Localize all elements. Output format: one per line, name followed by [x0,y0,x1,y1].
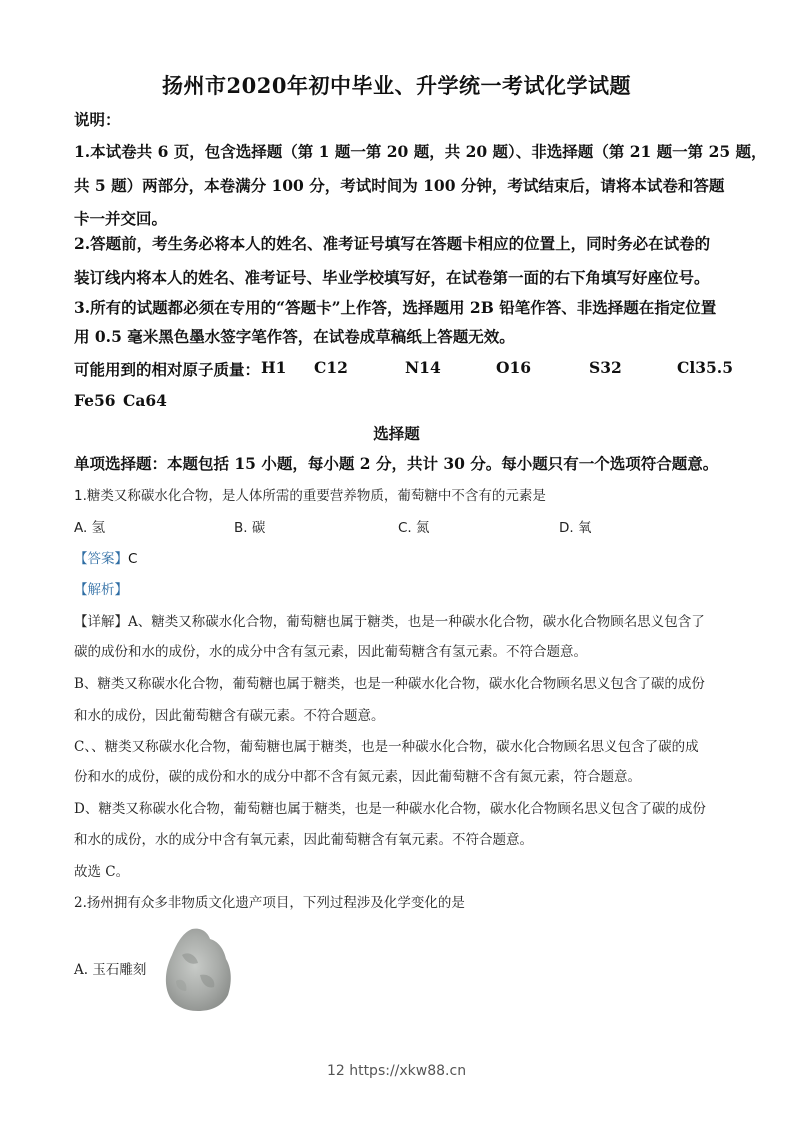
instruction-1-line-2: 共 5 题）两部分，本卷满分 100 分，考试时间为 100 分钟，考试结束后，请将本试卷和答题 [74,176,725,195]
atomic-mass-fe: Fe56 [74,391,116,410]
detail-tag: 【详解】 [74,614,128,630]
instructions-label: 说明： [74,110,121,129]
analysis-tag: 【解析】 [74,582,128,598]
answer-row [74,547,137,567]
answer-tag: 【答案】 [74,551,128,567]
instruction-2-line-1: 2.答题前，考生务必将本人的姓名、准考证号填写在答题卡相应的位置上，同时务必在试卷的 [74,234,711,253]
detail-line-3: B、糖类又称碳水化合物，葡萄糖也属于糖类，也是一种碳水化合物，碳水化合物顾名思义包含了碳的成份 [74,676,705,692]
question-1-stem: 1.糖类又称碳水化合物，是人体所需的重要营养物质，葡萄糖中不含有的元素是 [74,488,546,504]
detail-text-a1: A、糖类又称碳水化合物，葡萄糖也属于糖类，也是一种碳水化合物，碳水化合物顾名思义包含了 [128,614,705,630]
detail-line-6: 份和水的成份，碳的成份和水的成分中都不含有氮元素，因此葡萄糖不含有氮元素，符合题意。 [74,769,641,785]
question-2-stem: 2.扬州拥有众多非物质文化遗产项目，下列过程涉及化学变化的是 [74,895,465,911]
question-1-option-c: C. 氮 [398,520,430,536]
detail-line-1 [74,610,705,630]
answer-value: C [128,551,138,567]
instruction-1-line-3: 卡一并交回。 [74,209,168,228]
instruction-2-line-2: 装订线内将本人的姓名、准考证号、毕业学校填写好，在试卷第一面的右下角填写好座位号。 [74,268,710,287]
question-1-option-d: D. 氧 [559,520,592,536]
instruction-3-line-1: 3.所有的试题都必须在专用的“答题卡”上作答，选择题用 2B 铅笔作答、非选择题在指定位置 [74,298,717,317]
detail-line-2: 碳的成份和水的成份，水的成分中含有氢元素，因此葡萄糖含有氢元素。不符合题意。 [74,644,587,660]
atomic-mass-c: C12 [314,358,348,377]
detail-line-8: 和水的成份，水的成分中含有氧元素，因此葡萄糖含有氧元素。不符合题意。 [74,832,533,848]
atomic-mass-label: 可能用到的相对原子质量： [74,360,261,379]
jade-stone-image [162,925,234,1013]
atomic-mass-s: S32 [589,358,622,377]
detail-line-4: 和水的成份，因此葡萄糖含有碳元素。不符合题意。 [74,708,385,724]
atomic-mass-cl: Cl35.5 [677,358,733,377]
atomic-mass-o: O16 [496,358,532,377]
atomic-mass-n: N14 [405,358,441,377]
analysis-row [74,578,128,598]
question-1-option-a: A. 氢 [74,520,106,536]
section-intro: 单项选择题：本题包括 15 小题，每小题 2 分，共计 30 分。每小题只有一个选项符合题意。 [74,454,719,473]
instruction-3-line-2: 用 0.5 毫米黑色墨水签字笔作答，在试卷成草稿纸上答题无效。 [74,327,515,346]
section-title: 选择题 [373,424,420,443]
conclusion: 故选 C。 [74,864,130,880]
atomic-mass-h: H1 [261,358,287,377]
page-title: 扬州市2020年初中毕业、升学统一考试化学试题 [162,73,631,98]
page-footer: 12 https://xkw88.cn [326,1063,467,1079]
detail-line-5: C、、糖类又称碳水化合物，葡萄糖也属于糖类，也是一种碳水化合物，碳水化合物顾名思义包含了碳的成 [74,739,699,755]
question-1-option-b: B. 碳 [234,520,266,536]
atomic-mass-ca: Ca64 [123,391,167,410]
instruction-1-line-1: 1.本试卷共 6 页，包含选择题（第 1 题一第 20 题，共 20 题）、非选择题（第 21 题一第 25 题， [74,142,767,161]
detail-line-7: D、糖类又称碳水化合物，葡萄糖也属于糖类，也是一种碳水化合物，碳水化合物顾名思义包含了碳的成份 [74,801,706,817]
question-2-option-a: A. 玉石雕刻 [74,962,147,978]
